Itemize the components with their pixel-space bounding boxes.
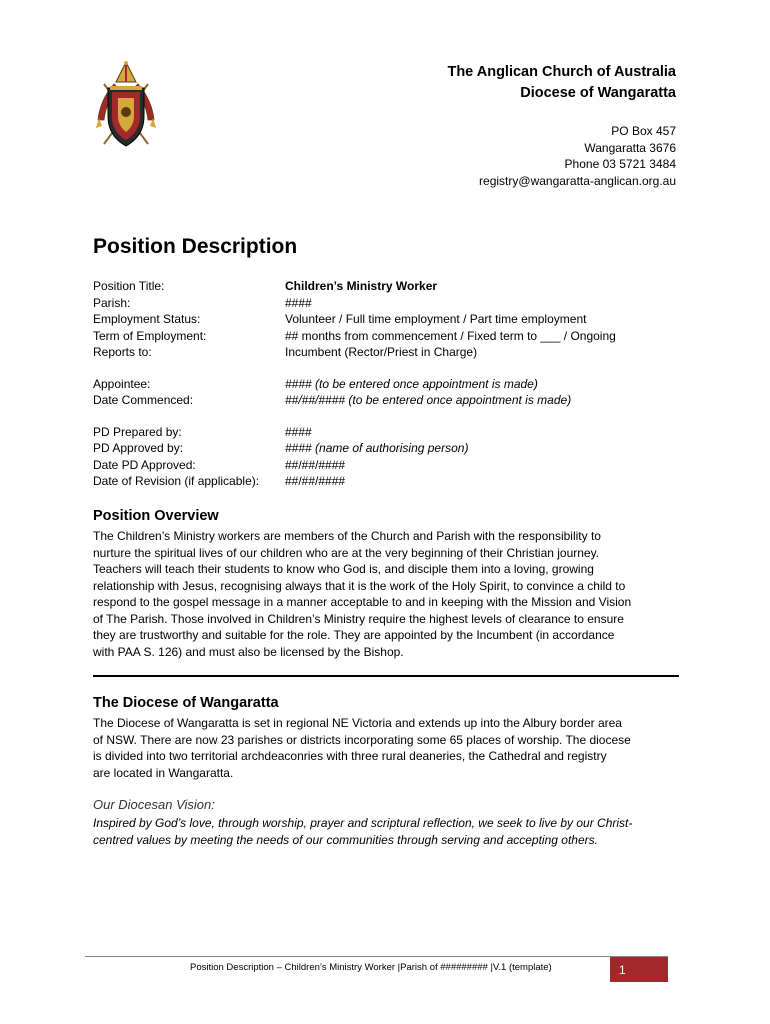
address-email: registry@wangaratta-anglican.org.au [479, 173, 676, 188]
diocese-name: Diocese of Wangaratta [520, 85, 676, 101]
footer-divider [85, 956, 668, 957]
detail-row-appointee [93, 376, 616, 393]
detail-row-date-commenced [93, 392, 616, 409]
page-number-box [610, 957, 668, 982]
overview-paragraph [93, 528, 693, 660]
detail-label: Reports to: [93, 345, 152, 359]
overview-line: relationship with Jesus, recognising always that it is the work of the Holy Spirit, to convince a child to [93, 578, 626, 593]
detail-row-reports-to [93, 344, 616, 361]
overview-line: of The Parish. Those involved in Children’s Ministry require the highest levels of clearance to ensure [93, 611, 624, 626]
diocese-heading: The Diocese of Wangaratta [93, 695, 279, 711]
page-number: 1 [619, 963, 626, 977]
detail-row-parish [93, 295, 616, 312]
overview-line: Teachers will teach their students to know who God is, and disciple them into a loving, growing [93, 562, 594, 576]
detail-value: #### (name of authorising person) [285, 441, 469, 455]
vision-statement [93, 815, 693, 848]
vision-line: centred values by meeting the needs of our communities through serving and accepting others. [93, 832, 598, 847]
diocese-line: are located in Wangaratta. [93, 765, 234, 780]
detail-value: ##/##/#### [285, 457, 346, 472]
detail-value: ##/##/#### [285, 474, 346, 488]
detail-row-position-title [93, 278, 616, 295]
position-details [93, 278, 616, 490]
diocesan-crest-icon [90, 60, 162, 152]
detail-row-date-of-revision [93, 473, 616, 490]
page-title: Position Description [93, 235, 298, 258]
detail-value: Volunteer / Full time employment / Part time employment [285, 312, 587, 326]
detail-label: Position Title: [93, 279, 165, 293]
detail-label: Appointee: [93, 376, 151, 391]
detail-label: Date Commenced: [93, 393, 194, 407]
detail-row-pd-prepared-by [93, 424, 616, 441]
postal-address [479, 123, 676, 189]
detail-row-employment-status [93, 311, 616, 328]
footer-text: Position Description – Children’s Ministry Worker |Parish of ######### |V.1 (template) [190, 962, 552, 973]
diocese-line: is divided into two territorial archdeaconries with three rural deaneries, the Cathedral and registry [93, 749, 607, 763]
detail-row-pd-approved-by [93, 440, 616, 457]
organisation-header [447, 62, 676, 104]
vision-line: Inspired by God’s love, through worship, prayer and scriptural reflection, we seek to live by our Christ- [93, 816, 633, 830]
detail-value: #### [285, 295, 312, 310]
section-divider [93, 675, 679, 677]
detail-value: #### (to be entered once appointment is made) [285, 376, 538, 391]
detail-row-date-pd-approved [93, 457, 616, 474]
overview-line: with PAA S. 126) and must also be licensed by the Bishop. [93, 644, 404, 659]
detail-label: Employment Status: [93, 312, 201, 326]
overview-line: nurture the spiritual lives of our children who are at the very beginning of their Christian journey. [93, 545, 600, 560]
detail-label: Date of Revision (if applicable): [93, 474, 260, 488]
diocese-line: The Diocese of Wangaratta is set in regional NE Victoria and extends up into the Albury border area [93, 716, 622, 730]
detail-value: #### [285, 424, 312, 439]
overview-line: respond to the gospel message in a manner acceptable to and in keeping with the Mission and Vision [93, 595, 632, 609]
detail-value: ## months from commencement / Fixed term to ___ / Ongoing [285, 328, 616, 343]
detail-value: Incumbent (Rector/Priest in Charge) [285, 345, 478, 359]
overview-line: The Children’s Ministry workers are members of the Church and Parish with the responsibility to [93, 529, 601, 543]
vision-heading: Our Diocesan Vision: [93, 797, 215, 812]
detail-row-term [93, 328, 616, 345]
detail-value: ##/##/#### (to be entered once appointment is made) [285, 393, 572, 407]
detail-label: Date PD Approved: [93, 457, 196, 472]
detail-value: Children’s Ministry Worker [285, 279, 438, 293]
address-po-box: PO Box 457 [611, 124, 676, 138]
address-town: Wangaratta 3676 [584, 140, 676, 155]
detail-label: Term of Employment: [93, 328, 207, 343]
detail-label: PD Prepared by: [93, 424, 182, 439]
diocese-line: of NSW. There are now 23 parishes or districts incorporating some 65 places of worship. The diocese [93, 732, 631, 747]
diocese-paragraph [93, 715, 693, 781]
overview-heading: Position Overview [93, 508, 219, 524]
overview-line: they are trustworthy and suitable for the role. They are appointed by the Incumbent (in accordance [93, 628, 615, 642]
detail-label: Parish: [93, 295, 131, 310]
address-phone: Phone 03 5721 3484 [564, 157, 676, 171]
detail-label: PD Approved by: [93, 441, 184, 455]
organisation-name: The Anglican Church of Australia [447, 64, 676, 80]
